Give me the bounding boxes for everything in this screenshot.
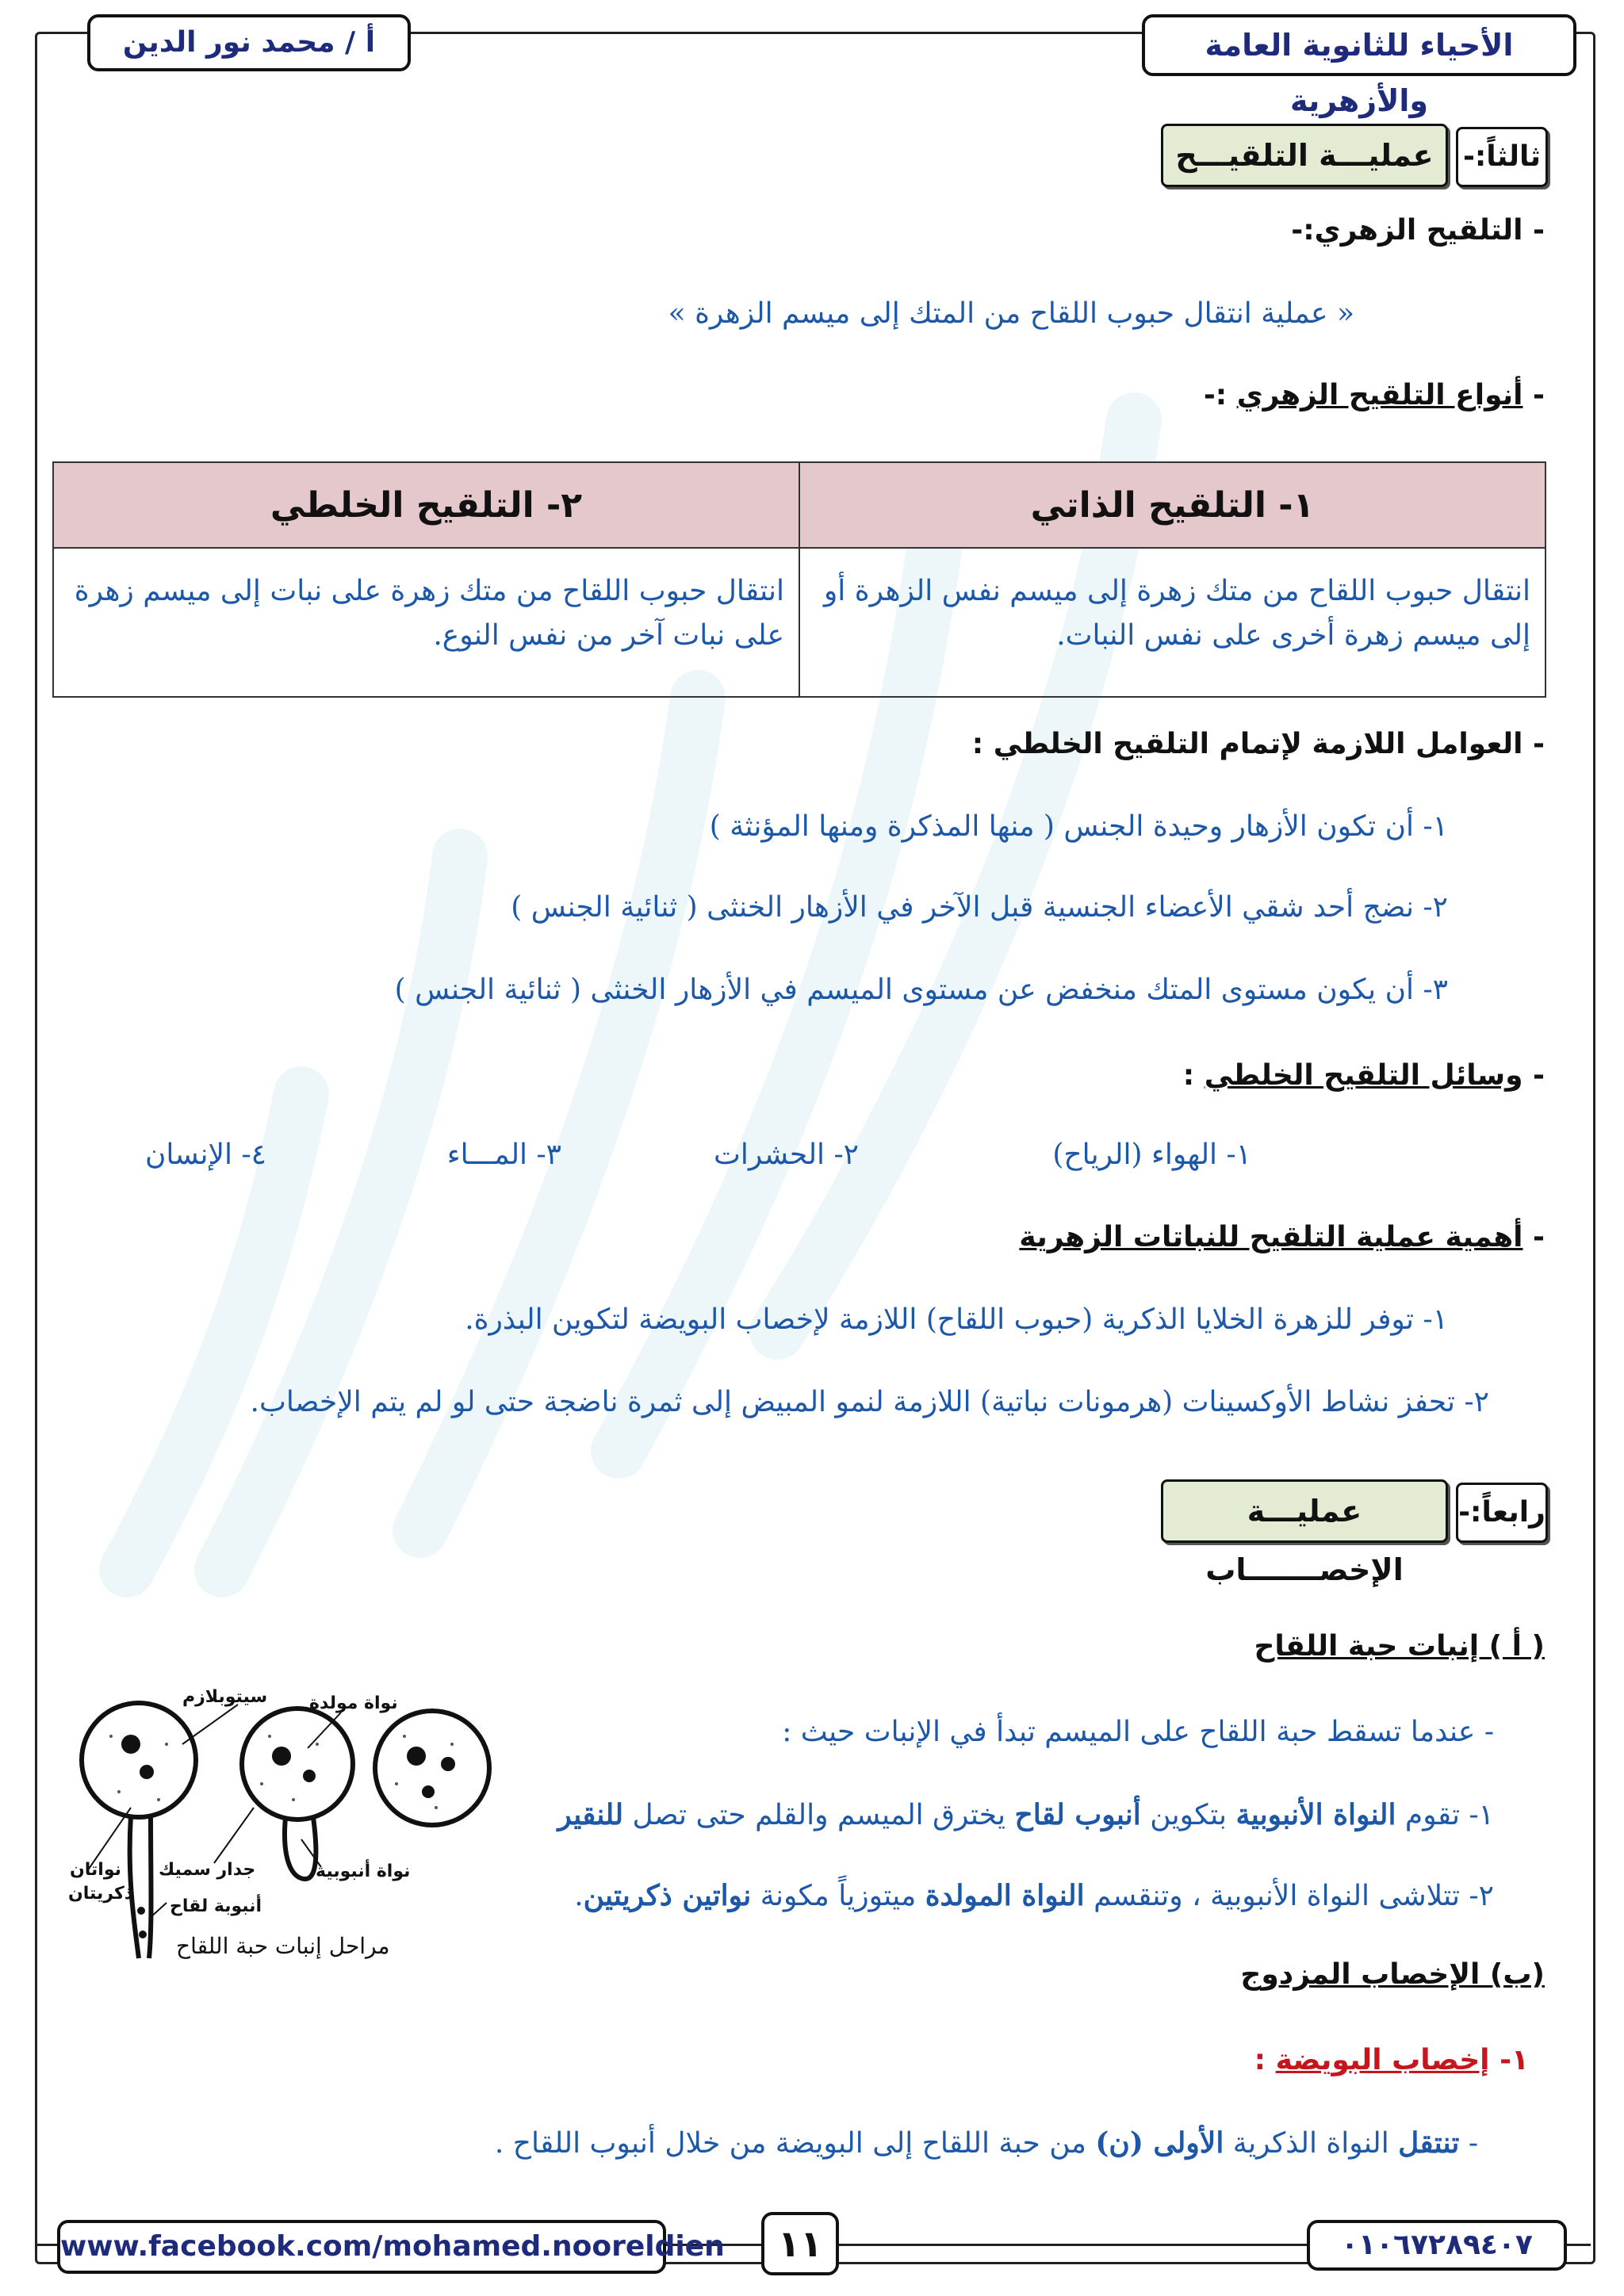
label-thick-wall: جدار سميك bbox=[159, 1860, 256, 1880]
factor-item-3: ٣- أن يكون مستوى المتك منخفض عن مستوى الميسم في الأزهار الخنثى ( ثنائية الجنس ) bbox=[394, 974, 1448, 1006]
pollen-germination-figure bbox=[56, 1681, 500, 1966]
germination-intro: - عندما تسقط حبة اللقاح على الميسم تبدأ في الإنبات حيث : bbox=[782, 1716, 1494, 1748]
section3-title: عمليـــة التلقيـــح bbox=[1161, 124, 1448, 187]
pollination-types-table bbox=[52, 461, 1546, 698]
importance-heading bbox=[1019, 1221, 1545, 1253]
section4-title: عمليـــة الإخصـــــــاب bbox=[1161, 1479, 1448, 1543]
factors-heading: - العوامل اللازمة لإتمام التلقيح الخلطي : bbox=[971, 728, 1545, 760]
importance-item-2: ٢- تحفز نشاط الأوكسينات (هرمونات نباتية) اللازمة لنمو المبيض إلى ثمرة ناضجة حتى لو لم يتم الإخصاب. bbox=[250, 1386, 1489, 1418]
page-number: ١١ bbox=[761, 2212, 839, 2275]
means-heading-suffix: : bbox=[1182, 1059, 1205, 1092]
egg-heading-num: ١- bbox=[1489, 2044, 1529, 2076]
pollination-types-heading bbox=[1204, 379, 1545, 411]
means-heading bbox=[1183, 1059, 1545, 1092]
cross-pollination-cell bbox=[53, 548, 799, 697]
cross-pollination-line2: على نبات آخر من نفس النوع. bbox=[433, 619, 784, 652]
egg-heading-suffix: : bbox=[1254, 2044, 1276, 2076]
label-two-male-nuclei-1: نواتان bbox=[70, 1860, 121, 1880]
step1-part-a: ١- تقوم bbox=[1396, 1799, 1494, 1831]
footer-phone: ٠١٠٦٧٢٨٩٤٠٧ bbox=[1307, 2220, 1567, 2271]
types-heading-text: أنواع التلقيح الزهري bbox=[1236, 379, 1523, 411]
pollination-heading: - التلقيح الزهري:- bbox=[1291, 214, 1545, 247]
importance-item-1: ١- توفر للزهرة الخلايا الذكرية (حبوب اللقاح) اللازمة لإخصاب البويضة لتكوين البذرة. bbox=[465, 1303, 1448, 1336]
pollen-grain-stage-3 bbox=[82, 1703, 196, 1817]
germination-step-2 bbox=[574, 1879, 1494, 1912]
pollen-grain-stage-2 bbox=[242, 1709, 353, 1820]
label-two-male-nuclei-2: ذكريتان bbox=[68, 1884, 134, 1904]
label-pollen-tube: أنبوبة لقاح bbox=[170, 1896, 262, 1916]
header-teacher: أ / محمد نور الدين bbox=[87, 14, 411, 71]
pollination-definition: « عملية انتقال حبوب اللقاح من المتك إلى ميسم الزهرة » bbox=[668, 297, 1354, 330]
step2-part-e: . bbox=[574, 1880, 584, 1912]
section3-label: ثالثاً:- bbox=[1456, 127, 1548, 187]
step1-part-c: بتكوين bbox=[1140, 1799, 1236, 1831]
header-title: الأحياء للثانوية العامة والأزهرية bbox=[1142, 14, 1576, 76]
means-item-1: ١- الهواء (الرياح) bbox=[1052, 1138, 1251, 1171]
self-pollination-line2: إلى ميسم زهرة أخرى على نفس النبات. bbox=[1056, 619, 1530, 652]
pollen-grain-stage-1 bbox=[375, 1711, 489, 1825]
egg-fertilization-heading bbox=[1254, 2044, 1529, 2076]
step2-part-c: ميتوزياً مكونة bbox=[751, 1880, 925, 1912]
cross-pollination-header: ٢- التلقيح الخلطي bbox=[53, 462, 799, 548]
egg-fertilization-line bbox=[495, 2126, 1478, 2160]
label-tube-nucleus: نواة أنبوبية bbox=[316, 1862, 411, 1881]
importance-heading-text: أهمية عملية التلقيح للنباتات الزهرية bbox=[1019, 1221, 1523, 1253]
means-item-2: ٢- الحشرات bbox=[713, 1138, 859, 1171]
egg-line-part-e: من حبة اللقاح إلى البويضة من خلال أنبوب اللقاح . bbox=[494, 2127, 1096, 2160]
label-cytoplasm: سيتوبلازم bbox=[182, 1687, 268, 1707]
factor-item-1: ١- أن تكون الأزهار وحيدة الجنس ( منها المذكرة ومنها المؤنثة ) bbox=[709, 810, 1448, 843]
importance-heading-prefix: - bbox=[1522, 1221, 1545, 1253]
step1-bold-pollen-tube: أنبوب لقاح bbox=[1014, 1798, 1141, 1831]
step2-bold-male-nuclei: نواتين ذكريتين bbox=[583, 1879, 752, 1912]
label-generative-nucleus: نواة مولدة bbox=[309, 1693, 398, 1713]
means-item-3: ٣- المـــاء bbox=[446, 1138, 561, 1171]
germination-heading: ( أ ) إنبات حبة اللقاح bbox=[1254, 1630, 1545, 1663]
egg-line-bold-first: الأولى (ن) bbox=[1095, 2126, 1224, 2160]
germination-step-1 bbox=[557, 1798, 1494, 1831]
figure-caption: مراحل إنبات حبة اللقاح bbox=[176, 1933, 390, 1959]
double-fertilization-heading: (ب) الإخصاب المزدوج bbox=[1240, 1958, 1545, 1991]
footer-website-link[interactable]: www.facebook.com/mohamed.nooreldien bbox=[57, 2220, 666, 2274]
egg-line-part-a: - bbox=[1459, 2127, 1478, 2160]
self-pollination-line1: انتقال حبوب اللقاح من متك زهرة إلى ميسم نفس الزهرة أو bbox=[823, 575, 1530, 607]
types-heading-prefix: - bbox=[1522, 379, 1545, 411]
section4-label: رابعاً:- bbox=[1456, 1483, 1548, 1543]
step1-bold-micropyle: للنقير bbox=[557, 1798, 624, 1831]
egg-heading-text: إخصاب البويضة bbox=[1275, 2044, 1490, 2076]
self-pollination-cell bbox=[799, 548, 1545, 697]
types-heading-suffix: :- bbox=[1203, 379, 1237, 411]
step2-bold-generative-nucleus: النواة المولدة bbox=[925, 1879, 1085, 1912]
factor-item-2: ٢- نضج أحد شقي الأعضاء الجنسية قبل الآخر في الأزهار الخنثى ( ثنائية الجنس ) bbox=[511, 891, 1448, 924]
egg-line-part-c: النواة الذكرية bbox=[1224, 2127, 1399, 2160]
cross-pollination-line1: انتقال حبوب اللقاح من متك زهرة على نبات إلى ميسم زهرة bbox=[74, 575, 784, 607]
egg-line-bold-moves: تنتقل bbox=[1398, 2126, 1460, 2160]
step2-part-a: ٢- تتلاشى النواة الأنبوبية ، وتنقسم bbox=[1084, 1880, 1494, 1912]
step1-bold-tube-nucleus: النواة الأنبوبية bbox=[1235, 1798, 1396, 1831]
means-heading-text: وسائل التلقيح الخلطي bbox=[1204, 1059, 1523, 1092]
means-heading-prefix: - bbox=[1522, 1059, 1545, 1092]
means-item-4: ٤- الإنسان bbox=[144, 1138, 266, 1171]
step1-part-e: يخترق الميسم والقلم حتى تصل bbox=[623, 1799, 1015, 1831]
self-pollination-header: ١- التلقيح الذاتي bbox=[799, 462, 1545, 548]
